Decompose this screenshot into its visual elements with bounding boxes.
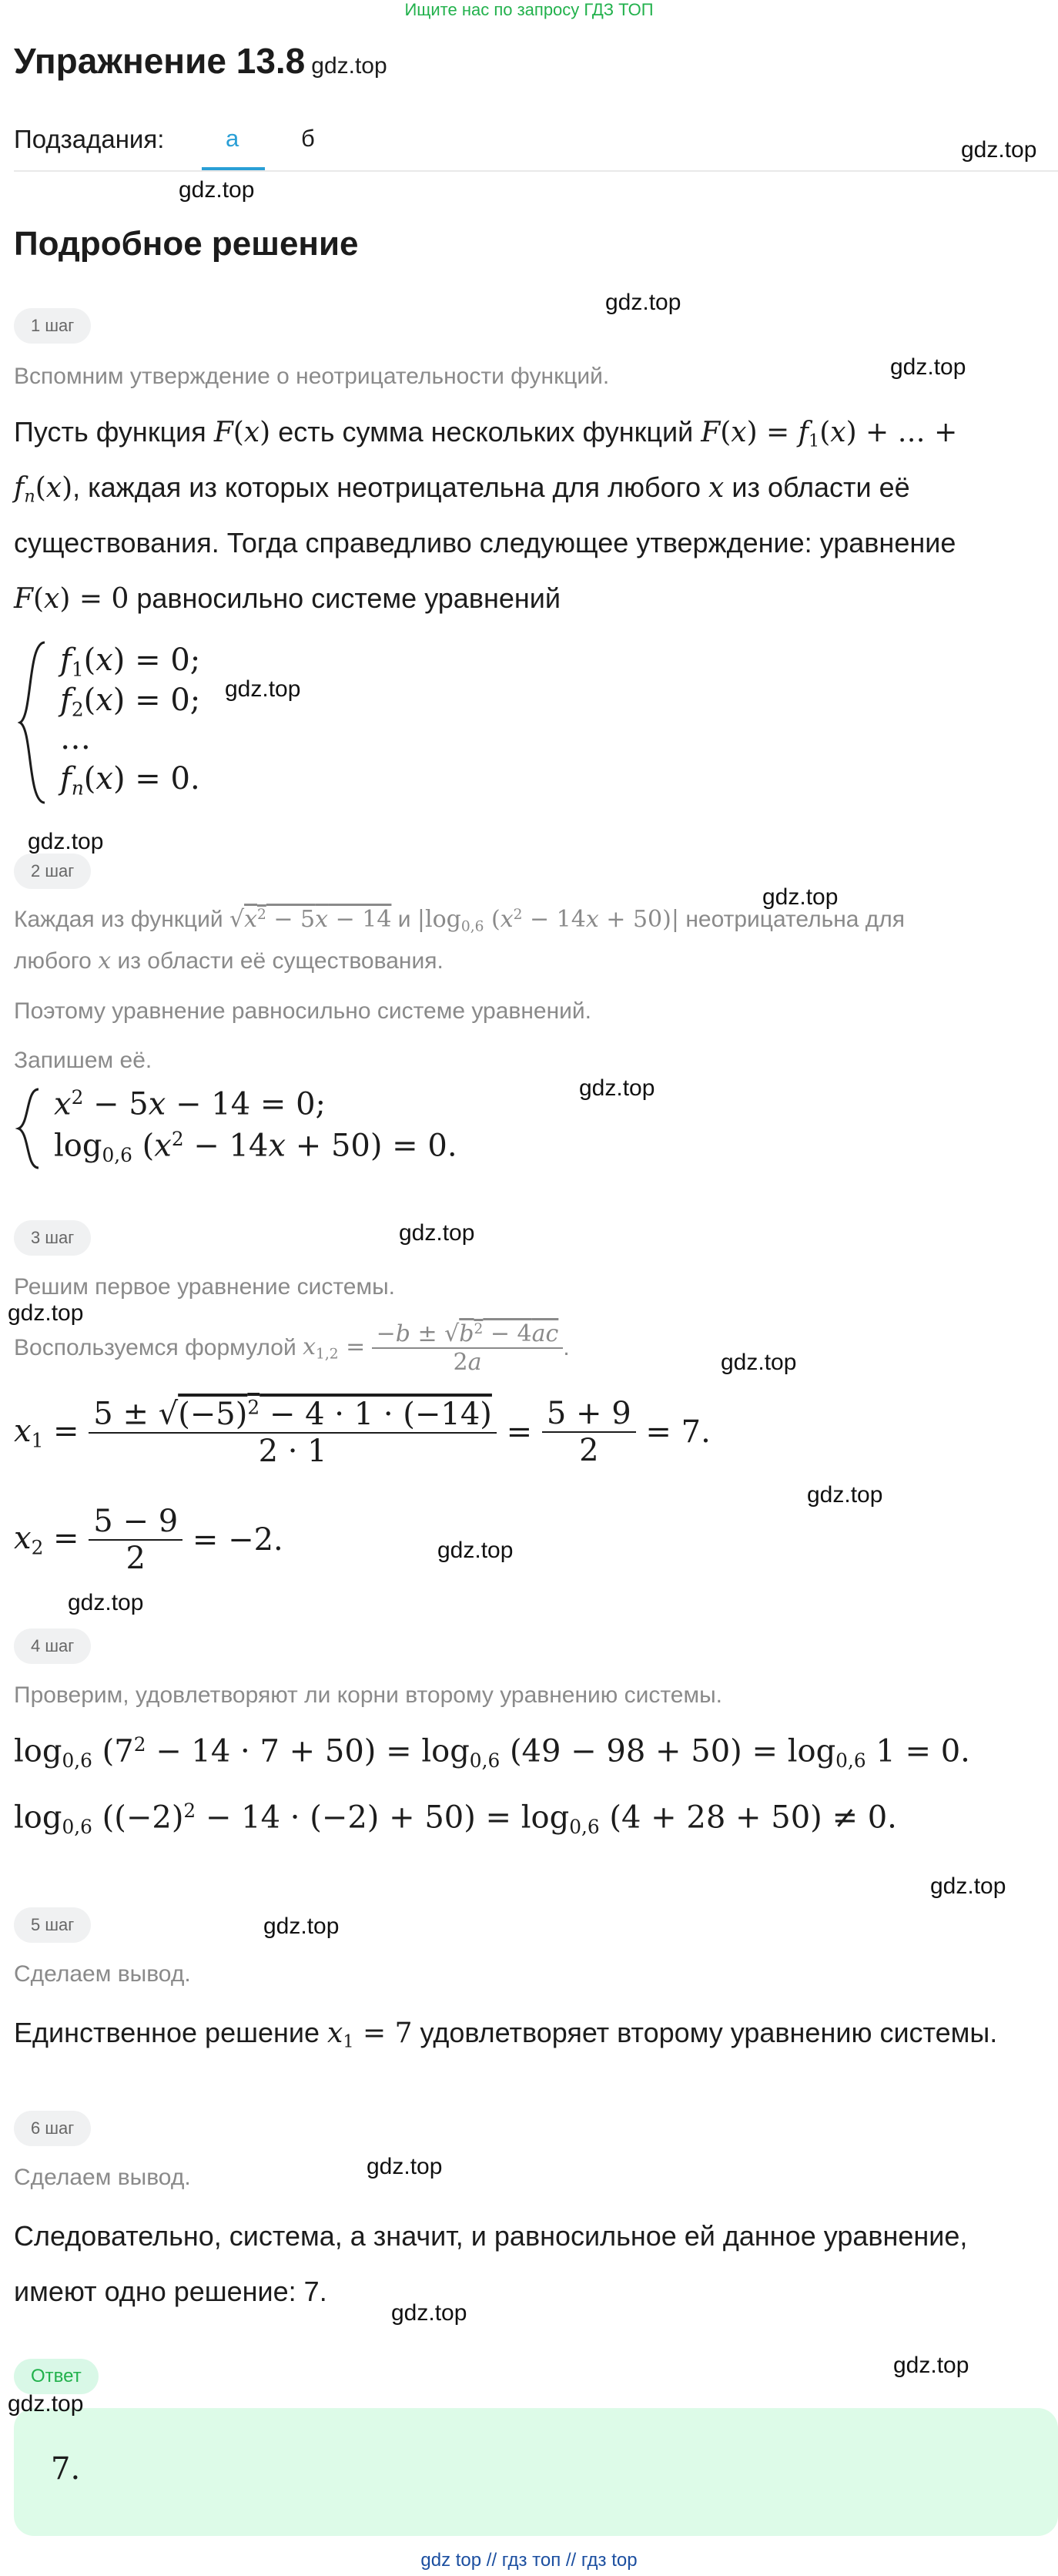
system-2-row-1: $x^2 - 5x - 14 = 0$; [54, 1086, 326, 1122]
step-1-line-2: $f_n(x)$, каждая из которых неотрицательна для любого x из области её [14, 471, 910, 507]
watermark: gdz.top [579, 1075, 655, 1101]
answer-box [14, 2408, 1058, 2536]
step-2-note-1: Каждая из функций $√x^2 - 5x - 14$ и $|\log_{0,6}$ $(x^2 - 14x + 50)|$ неотрицательна для [14, 906, 906, 935]
answer-value: 7. [51, 2451, 81, 2487]
watermark: gdz.top [179, 177, 255, 203]
system-1-row-3: … [60, 721, 91, 756]
step-5-badge: 5 шаг [14, 1907, 91, 1943]
step-2-note-2: любого x из области её существования. [14, 948, 444, 974]
watermark: gdz.top [263, 1914, 340, 1939]
step-2-badge: 2 шаг [14, 854, 91, 889]
watermark: gdz.top [930, 1873, 1006, 1899]
tab-a[interactable]: а [226, 125, 239, 152]
title-tag: gdz.top [311, 53, 387, 79]
watermark: gdz.top [225, 676, 301, 702]
watermark: gdz.top [437, 1538, 514, 1563]
step-6-note: Сделаем вывод. [14, 2165, 191, 2190]
step-1-line-3: существования. Тогда справедливо следующее утверждение: уравнение [14, 527, 956, 558]
step-1-line-1: Пусть функция F(x) есть сумма нескольких функций $F(x) = f_1(x)$ + … + [14, 416, 958, 451]
system-1-row-4: $f_n(x) = 0$. [60, 761, 200, 800]
watermark: gdz.top [807, 1482, 883, 1508]
watermark: gdz.top [605, 290, 681, 315]
check-x2: $\log_{0,6} ((-2)^2 - 14 \cdot (-2) + 50) = \log_{0,6} (4 + 28 + 50) \ne 0$. [14, 1800, 897, 1839]
step-4-note: Проверим, удовлетворяют ли корни второму уравнению системы. [14, 1682, 722, 1708]
step-3-note-1: Решим первое уравнение системы. [14, 1274, 396, 1300]
root-x1: $x_1$ = $\frac{5 \pm √(-5)^2 - 4 \cdot 1 \cdot (-14)}{2 \cdot 1}$ = $\frac{5 + 9}{2}$ = 7. [14, 1396, 711, 1469]
check-x1: $\log_{0,6} (7^2 - 14 \cdot 7 + 50) = \log_{0,6} (49 - 98 + 50) = \log_{0,6} 1 = 0$. [14, 1733, 970, 1773]
system-1-row-2: $f_2(x) = 0$; [60, 683, 201, 721]
step-3-badge: 3 шаг [14, 1220, 91, 1256]
watermark: gdz.top [399, 1220, 475, 1246]
system-2-brace [14, 1086, 45, 1171]
page-title: Упражнение 13.8 gdz.top [14, 41, 387, 81]
watermark: gdz.top [762, 884, 839, 910]
watermark: gdz.top [367, 2154, 443, 2179]
step-5-note: Сделаем вывод. [14, 1961, 191, 1987]
footer-links[interactable]: gdz top // гдз топ // гдз top [420, 2550, 638, 2571]
step-6-line-1: Следовательно, система, а значит, и равносильное ей данное уравнение, [14, 2220, 968, 2252]
step-6-line-2: имеют одно решение: 7. [14, 2276, 327, 2307]
subtasks-label: Подзадания: [14, 125, 165, 153]
step-6-badge: 6 шаг [14, 2111, 91, 2146]
watermark: gdz.top [721, 1350, 797, 1375]
watermark: gdz.top [8, 2391, 84, 2417]
step-3-note-2: Воспользуемся формулой $x_{1,2}$ = $\frac{-b \pm √b^2 - 4ac}{2a}$ . [14, 1320, 570, 1376]
watermark: gdz.top [28, 829, 104, 854]
watermark: gdz.top [391, 2300, 467, 2326]
tabs-divider [14, 170, 1058, 172]
step-4-badge: 4 шаг [14, 1628, 91, 1664]
section-title: Подробное решение [14, 225, 359, 263]
step-2-note-4: Запишем её. [14, 1048, 152, 1073]
tab-b[interactable]: б [301, 125, 315, 152]
system-1-brace [14, 639, 52, 806]
step-1-badge: 1 шаг [14, 308, 91, 344]
system-1-row-1: $f_1(x) = 0$; [60, 642, 201, 681]
step-1-line-4: F(x) = 0 равносильно системе уравнений [14, 582, 561, 615]
watermark: gdz.top [8, 1300, 84, 1326]
answer-badge: Ответ [14, 2359, 99, 2394]
step-2-note-3: Поэтому уравнение равносильно системе уравнений. [14, 998, 592, 1024]
watermark: gdz.top [890, 354, 966, 380]
top-banner[interactable]: Ищите нас по запросу ГДЗ ТОП [404, 0, 654, 19]
watermark: gdz.top [961, 137, 1037, 163]
watermark: gdz.top [68, 1590, 144, 1615]
watermark: gdz.top [893, 2353, 969, 2378]
root-x2: $x_2$ = $\frac{5 - 9}{2}$ = −2. [14, 1504, 283, 1576]
step-1-note: Вспомним утверждение о неотрицательности функций. [14, 364, 610, 389]
step-5-text: Единственное решение $x_1 = 7$ удовлетворяет второму уравнению системы. [14, 2017, 998, 2052]
system-2-row-2: $\log_{0,6} (x^2 - 14x + 50) = 0$. [54, 1128, 457, 1167]
